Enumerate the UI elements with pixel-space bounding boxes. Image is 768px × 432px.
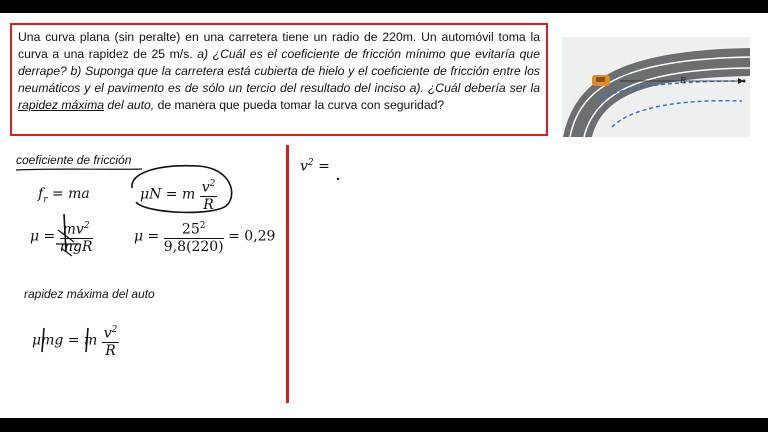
mu-num	[60, 218, 93, 239]
heading-friction-coefficient	[16, 153, 131, 167]
heading-max-speed-text: rapidez máxima del auto	[24, 287, 155, 301]
eq-R-den: R	[203, 196, 214, 213]
problem-underlined-term: rapidez máxima	[18, 98, 105, 112]
eq-fr-symbol: f	[38, 186, 44, 202]
heading-max-speed	[24, 287, 155, 301]
equation-mu-symbolic	[30, 218, 93, 255]
equation-max-speed	[32, 322, 119, 359]
radius-label: R	[680, 76, 687, 85]
mu2-num-exp: 2	[199, 221, 206, 231]
mu2-num	[164, 218, 224, 239]
mu2-fraction	[164, 218, 224, 255]
right-equals: =	[313, 158, 330, 175]
mu2-num-text: 25	[181, 221, 200, 238]
problem-text-end: de manera que pueda tomar la curva con seguridad?	[154, 98, 445, 112]
problem-question-a: a) ¿Cuál es el coeficiente de fricción mínimo que evitaría que derrape? b)	[18, 47, 540, 78]
problem-question-b-text2: a). ¿Cuál debería ser la	[409, 81, 541, 95]
eq3-num-text: v	[103, 325, 112, 342]
problem-question-b-text: Suponga que la carretera está cubierta de hielo y el coeficiente de fricción entre los neumáticos y el pavimento es de sólo un tercio del resultado del inciso	[18, 64, 540, 95]
eq3-fraction	[102, 322, 120, 359]
eq-v-symbol: v	[201, 179, 210, 196]
mu-lhs: μ =	[30, 228, 56, 245]
eq3-num	[102, 322, 120, 343]
mu2-result: = 0,29	[228, 228, 276, 245]
car-icon	[592, 75, 610, 86]
vertical-divider	[286, 145, 289, 403]
eq-fr-subscript: r	[43, 194, 48, 205]
mu-fraction	[60, 218, 93, 255]
right-v: v	[300, 158, 308, 175]
mu-num-text: mv	[62, 221, 84, 238]
equation-friction-force	[38, 186, 90, 205]
curve-road-figure	[562, 37, 750, 137]
equation-normal-centripetal	[140, 176, 217, 213]
eq3-num-exp: 2	[111, 325, 118, 335]
eq3-lhs: μmg = m	[32, 332, 98, 349]
right-v-exp: 2	[307, 158, 314, 168]
eq-fr-rhs: = ma	[47, 186, 90, 202]
eq-v2-over-R	[200, 176, 218, 213]
problem-text-intro: Una curva plana (sin peralte) en una carretera tiene un radio de 220m. Un automóvil toma la curva a una rapidez de 25 m/s.	[18, 30, 540, 61]
eq-muN-lhs: μN = m	[140, 186, 196, 203]
problem-statement-box	[10, 23, 548, 136]
equation-mu-numeric	[134, 218, 275, 255]
problem-question-b-text3: del auto,	[104, 98, 155, 112]
road-illustration	[562, 37, 750, 137]
mu2-den: 9,8(220)	[163, 238, 224, 255]
eq3-den: R	[105, 342, 116, 359]
eq-v2-num	[200, 176, 218, 197]
eq-v-exp: 2	[209, 179, 216, 189]
mu-den: mgR	[59, 238, 93, 255]
mu-num-exp: 2	[83, 221, 90, 231]
mu2-lhs: μ =	[134, 228, 160, 245]
equation-right-v2	[300, 158, 330, 175]
heading-friction-text: coeficiente de fricción	[16, 153, 132, 167]
